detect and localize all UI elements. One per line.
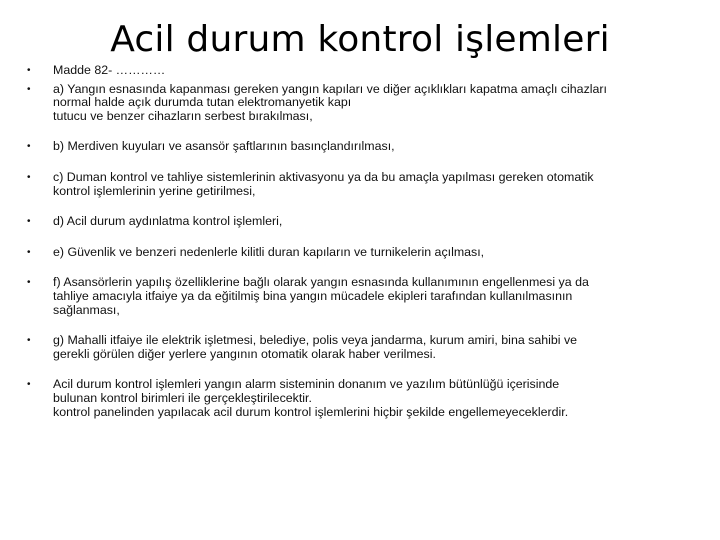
- item-text: Madde 82- …………: [53, 63, 166, 77]
- item-text: f) Asansörlerin yapılış özelliklerine bağlı olarak yangın esnasında kullanımının engellenmesi ya da: [53, 275, 589, 290]
- list-item: [24, 215, 700, 229]
- bullet-icon: •: [27, 141, 31, 153]
- bullet-icon: •: [27, 277, 31, 289]
- item-text: gerekli görülen diğer yerlere yangının otomatik olarak haber verilmesi.: [53, 346, 436, 361]
- item-text: kontrol işlemlerinin yerine getirilmesi,: [53, 183, 256, 198]
- list-item: [24, 171, 700, 198]
- list-item: [24, 83, 700, 124]
- item-text: bulunan kontrol birimleri ile gerçekleştirilecektir.: [53, 390, 312, 405]
- list-item: [24, 334, 700, 361]
- item-text: sağlanması,: [53, 302, 120, 317]
- item-text: tahliye amacıyla itfaiye ya da eğitilmiş bina yangın mücadele ekipleri tarafından kullanılmasının: [53, 288, 573, 303]
- list-item: [24, 140, 700, 154]
- list-item: [24, 378, 700, 419]
- list-item: [24, 64, 700, 78]
- bullet-icon: •: [27, 246, 31, 258]
- item-text: e) Güvenlik ve benzeri nedenlerle kilitli duran kapıların ve turnikelerin açılması,: [53, 244, 485, 259]
- bullet-icon: •: [27, 335, 31, 347]
- list-item: [24, 246, 700, 260]
- item-text: normal halde açık durumda tutan elektromanyetik kapı: [53, 95, 352, 110]
- item-text: kontrol panelinden yapılacak acil durum kontrol işlemlerini hiçbir şekilde engellemeyeceklerdir.: [53, 404, 569, 419]
- slide-title: Acil durum kontrol işlemleri: [110, 19, 610, 60]
- list-item: [24, 276, 700, 317]
- item-text: b) Merdiven kuyuları ve asansör şaftlarının basınçlandırılması,: [53, 139, 395, 154]
- item-text: tutucu ve benzer cihazların serbest bırakılması,: [53, 108, 313, 123]
- bullet-icon: •: [27, 171, 31, 183]
- item-text: Acil durum kontrol işlemleri yangın alarm sisteminin donanım ve yazılım bütünlüğü içerisinde: [53, 377, 560, 392]
- item-text: c) Duman kontrol ve tahliye sistemlerinin aktivasyonu ya da bu amaçla yapılması gereken otomatik: [53, 169, 594, 184]
- bullet-icon: •: [27, 216, 31, 228]
- item-text: d) Acil durum aydınlatma kontrol işlemleri,: [53, 214, 283, 229]
- bullet-list: [24, 64, 700, 419]
- bullet-icon: •: [27, 379, 31, 391]
- bullet-icon: •: [27, 65, 31, 76]
- bullet-icon: •: [27, 83, 31, 95]
- item-text: a) Yangın esnasında kapanması gereken yangın kapıları ve diğer açıklıkları kapatma amaçlı cihazları: [53, 81, 607, 96]
- item-text: g) Mahalli itfaiye ile elektrik işletmesi, belediye, polis veya jandarma, kurum amiri, bina sahibi ve: [53, 333, 578, 348]
